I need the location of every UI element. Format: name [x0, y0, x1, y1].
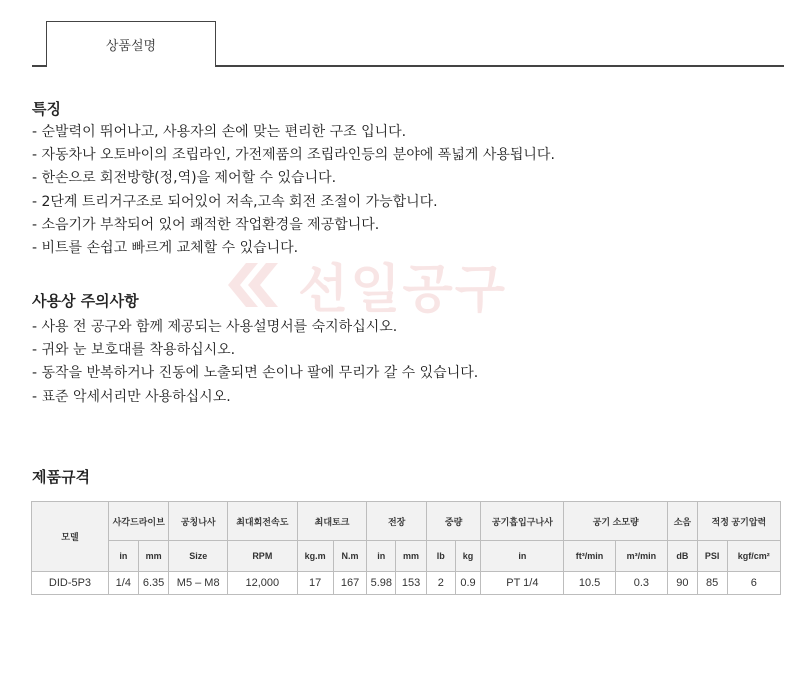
tab-label: 상품설명 [105, 39, 157, 54]
watermark-text: 선일공구 [298, 260, 507, 320]
unit-cell: kgf/cm² [727, 541, 780, 572]
cell-weight-kg: 0.9 [455, 572, 481, 595]
unit-cell: in [108, 541, 138, 572]
cell-torque-nm: 167 [333, 572, 367, 595]
tab-product-description[interactable] [46, 21, 216, 67]
cell-torque-kgm: 17 [297, 572, 333, 595]
features-title: 특징 [32, 100, 61, 118]
cell-weight-lb: 2 [426, 572, 455, 595]
spec-title: 제품규격 [32, 468, 90, 486]
caution-item: - 사용 전 공구와 함께 제공되는 사용설명서를 숙지하십시오. [32, 319, 398, 335]
feature-item: - 2단계 트리거구조로 되어있어 저속,고속 회전 조절이 가능합니다. [32, 193, 438, 210]
cell-model: DID-5P3 [32, 572, 109, 595]
cell-air-m: 0.3 [615, 572, 667, 595]
cell-inlet: PT 1/4 [481, 572, 564, 595]
unit-cell: mm [396, 541, 427, 572]
header-group: 최대토크 [297, 502, 367, 541]
feature-item: - 한손으로 회전방향(정,역)을 제어할 수 있습니다. [32, 170, 337, 187]
cell-drive-mm: 6.35 [138, 572, 169, 595]
caution-item: - 귀와 눈 보호대를 착용하십시오. [32, 342, 236, 359]
unit-cell: kg.m [297, 541, 333, 572]
caution-item: - 표준 악세서리만 사용하십시오. [32, 388, 231, 405]
spec-unit-row [32, 541, 781, 572]
table-row [32, 572, 781, 595]
cell-kgf: 6 [727, 572, 780, 595]
unit-cell: Size [169, 541, 227, 572]
feature-item: - 소음기가 부착되어 있어 쾌적한 작업환경을 제공합니다. [32, 216, 380, 233]
brand-logo-icon [218, 255, 288, 315]
header-group: 최대회전속도 [227, 502, 297, 541]
features-list [32, 121, 555, 260]
feature-item: - 순발력이 뛰어나고, 사용자의 손에 맞는 편리한 구조 입니다. [32, 124, 407, 140]
header-group: 공기흡입구나사 [481, 502, 564, 541]
header-group: 전장 [367, 502, 427, 541]
header-model: 모델 [32, 502, 109, 572]
header-group: 사각드라이브 [108, 502, 169, 541]
unit-cell: m³/min [615, 541, 667, 572]
unit-cell: in [367, 541, 396, 572]
unit-cell: dB [668, 541, 698, 572]
cell-length-mm: 153 [396, 572, 427, 595]
unit-cell: PSI [697, 541, 727, 572]
cautions-list [32, 316, 478, 409]
unit-cell: lb [426, 541, 455, 572]
cell-drive-in: 1/4 [108, 572, 138, 595]
cell-thread: M5 – M8 [169, 572, 227, 595]
cautions-title: 사용상 주의사항 [32, 292, 139, 310]
cell-noise: 90 [668, 572, 698, 595]
unit-cell: in [481, 541, 564, 572]
cell-psi: 85 [697, 572, 727, 595]
unit-cell: mm [138, 541, 169, 572]
spec-table [31, 501, 781, 595]
feature-item: - 비트를 손쉽고 빠르게 교체할 수 있습니다. [32, 240, 299, 257]
cell-length-in: 5.98 [367, 572, 396, 595]
cell-rpm: 12,000 [227, 572, 297, 595]
spec-header-row [32, 502, 781, 541]
header-group: 소음 [668, 502, 698, 541]
header-group: 공기 소모량 [564, 502, 668, 541]
header-group: 중량 [426, 502, 480, 541]
tab-bar [32, 21, 784, 67]
cell-air-ft: 10.5 [564, 572, 615, 595]
unit-cell: ft³/min [564, 541, 615, 572]
unit-cell: RPM [227, 541, 297, 572]
header-group: 적정 공기압력 [697, 502, 780, 541]
unit-cell: kg [455, 541, 481, 572]
feature-item: - 자동차나 오토바이의 조립라인, 가전제품의 조립라인등의 분야에 폭넓게 사용됩니다. [32, 147, 555, 164]
unit-cell: N.m [333, 541, 367, 572]
caution-item: - 동작을 반복하거나 진동에 노출되면 손이나 팔에 무리가 갈 수 있습니다. [32, 365, 479, 382]
header-group: 공칭나사 [169, 502, 227, 541]
